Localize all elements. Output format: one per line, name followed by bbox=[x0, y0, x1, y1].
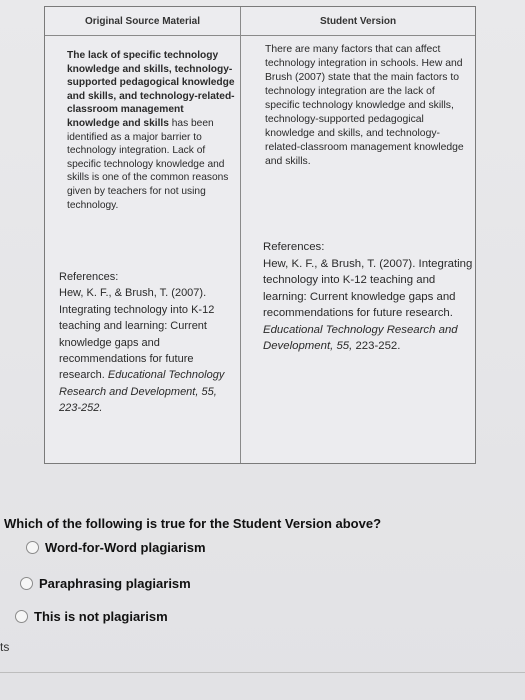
student-text: There are many factors that can affect technology integration in schools. Hew and Brush (2007) state that the main factors to technology integration are the lack of specific technology knowledge and skills, technology-supported pedagogical knowledge and skills, and technology-related-classroom management knowledge and skills. bbox=[265, 44, 464, 167]
student-references bbox=[263, 239, 473, 355]
footer-text: ts bbox=[0, 640, 10, 654]
option-label: Paraphrasing plagiarism bbox=[39, 576, 191, 591]
student-reference-plain: Hew, K. F., & Brush, T. (2007). Integrating technology into K-12 teaching and learning: Current knowledge gaps and recommendations for future research. bbox=[263, 257, 473, 319]
radio-button[interactable] bbox=[15, 610, 28, 623]
original-reference-plain: Hew, K. F., & Brush, T. (2007). Integrating technology into K-12 teaching and learning: Current knowledge gaps and recommendations for future research. bbox=[59, 287, 215, 382]
original-column bbox=[45, 7, 241, 463]
radio-button[interactable] bbox=[20, 577, 33, 590]
question-text: Which of the following is true for the Student Version above? bbox=[4, 516, 382, 531]
student-references-label: References: bbox=[263, 241, 325, 253]
original-bold-text: The lack of specific technology knowledge and skills, technology-supported pedagogical knowledge and skills, and technology-related-classroom management knowledge and skills bbox=[67, 50, 235, 129]
original-references-label: References: bbox=[59, 271, 119, 283]
student-header: Student Version bbox=[241, 7, 475, 36]
option-label: Word-for-Word plagiarism bbox=[45, 540, 206, 555]
original-header: Original Source Material bbox=[45, 7, 240, 36]
original-plain-text: has been identified as a major barrier to technology integration. Lack of specific technology knowledge and skills is one of the common reasons given by teachers for not using technology. bbox=[67, 117, 229, 211]
original-references bbox=[59, 269, 239, 417]
student-reference-italic: Educational Technology Research and Development, 55, bbox=[263, 323, 458, 352]
original-reference-italic: Educational Technology Research and Development, 55, bbox=[59, 369, 225, 398]
student-column bbox=[241, 7, 475, 463]
option-label: This is not plagiarism bbox=[34, 609, 168, 624]
option-not-plagiarism[interactable] bbox=[15, 609, 168, 624]
original-reference-end: 223-252. bbox=[59, 402, 103, 415]
student-reference-end: 223-252. bbox=[352, 340, 401, 352]
option-paraphrasing[interactable] bbox=[20, 576, 191, 591]
radio-button[interactable] bbox=[26, 541, 39, 554]
divider bbox=[0, 672, 525, 673]
comparison-table bbox=[44, 6, 476, 464]
option-word-for-word[interactable] bbox=[26, 540, 206, 555]
original-text bbox=[67, 49, 239, 212]
